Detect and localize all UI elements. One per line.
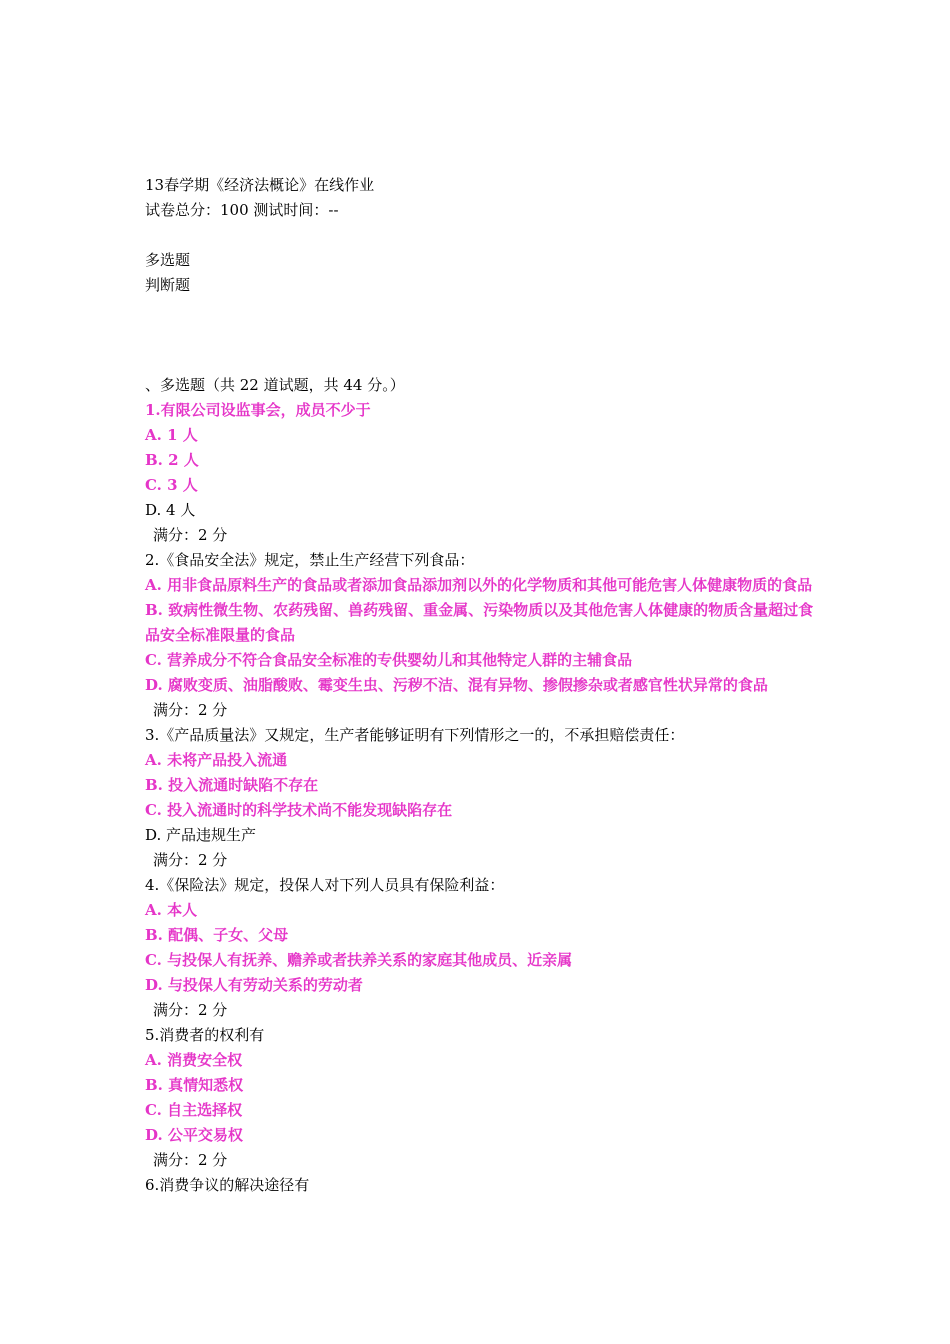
spacer: [145, 223, 825, 248]
question-score: 满分：2 分: [153, 851, 228, 869]
question-stem: 1.有限公司设监事会，成员不少于: [145, 401, 371, 419]
question-list: [145, 398, 825, 1198]
answer-option: A. 未将产品投入流通: [145, 751, 288, 769]
answer-option: D. 产品违规生产: [145, 826, 257, 844]
answer-option: B. 投入流通时缺陷不存在: [145, 776, 319, 794]
answer-option: D. 公平交易权: [145, 1126, 243, 1144]
question-score: 满分：2 分: [153, 701, 228, 719]
nav-multi-choice[interactable]: 多选题: [145, 251, 191, 269]
answer-option: D. 4 人: [145, 501, 196, 519]
question-stem: 6.消费争议的解决途径有: [145, 1176, 310, 1194]
question-stem: 5.消费者的权利有: [145, 1026, 265, 1044]
question-stem: 2.《食品安全法》规定，禁止生产经营下列食品：: [145, 551, 475, 569]
question-score: 满分：2 分: [153, 1001, 228, 1019]
answer-option: A. 1 人: [145, 426, 198, 444]
question-stem: 3.《产品质量法》又规定，生产者能够证明有下列情形之一的，不承担赔偿责任：: [145, 726, 685, 744]
answer-option: B. 配偶、子女、父母: [145, 926, 289, 944]
answer-option: A. 消费安全权: [145, 1051, 243, 1069]
answer-option: C. 3 人: [145, 476, 198, 494]
section-heading: 、多选题（共 22 道试题，共 44 分。）: [145, 376, 405, 394]
answer-option: A. 用非食品原料生产的食品或者添加食品添加剂以外的化学物质和其他可能危害人体健康物质的食品: [145, 576, 813, 594]
answer-option: B. 致病性微生物、农药残留、兽药残留、重金属、污染物质以及其他危害人体健康的物质含量超过食品安全标准限量的食品: [145, 601, 814, 644]
question-score: 满分：2 分: [153, 1151, 228, 1169]
answer-option: C. 投入流通时的科学技术尚不能发现缺陷存在: [145, 801, 453, 819]
document-title: 13春学期《经济法概论》在线作业: [145, 176, 375, 194]
answer-option: D. 腐败变质、油脂酸败、霉变生虫、污秽不洁、混有异物、掺假掺杂或者感官性状异常的食品: [145, 676, 768, 694]
answer-option: C. 自主选择权: [145, 1101, 243, 1119]
answer-option: C. 与投保人有抚养、赡养或者扶养关系的家庭其他成员、近亲属: [145, 951, 573, 969]
nav-true-false[interactable]: 判断题: [145, 276, 191, 294]
spacer: [145, 298, 825, 373]
answer-option: B. 2 人: [145, 451, 199, 469]
answer-option: A. 本人: [145, 901, 198, 919]
question-score: 满分：2 分: [153, 526, 228, 544]
document-page: [145, 173, 825, 1198]
exam-meta: 试卷总分：100 测试时间：--: [145, 201, 339, 219]
answer-option: B. 真情知悉权: [145, 1076, 244, 1094]
answer-option: D. 与投保人有劳动关系的劳动者: [145, 976, 363, 994]
question-stem: 4.《保险法》规定，投保人对下列人员具有保险利益：: [145, 876, 505, 894]
answer-option: C. 营养成分不符合食品安全标准的专供婴幼儿和其他特定人群的主辅食品: [145, 651, 633, 669]
